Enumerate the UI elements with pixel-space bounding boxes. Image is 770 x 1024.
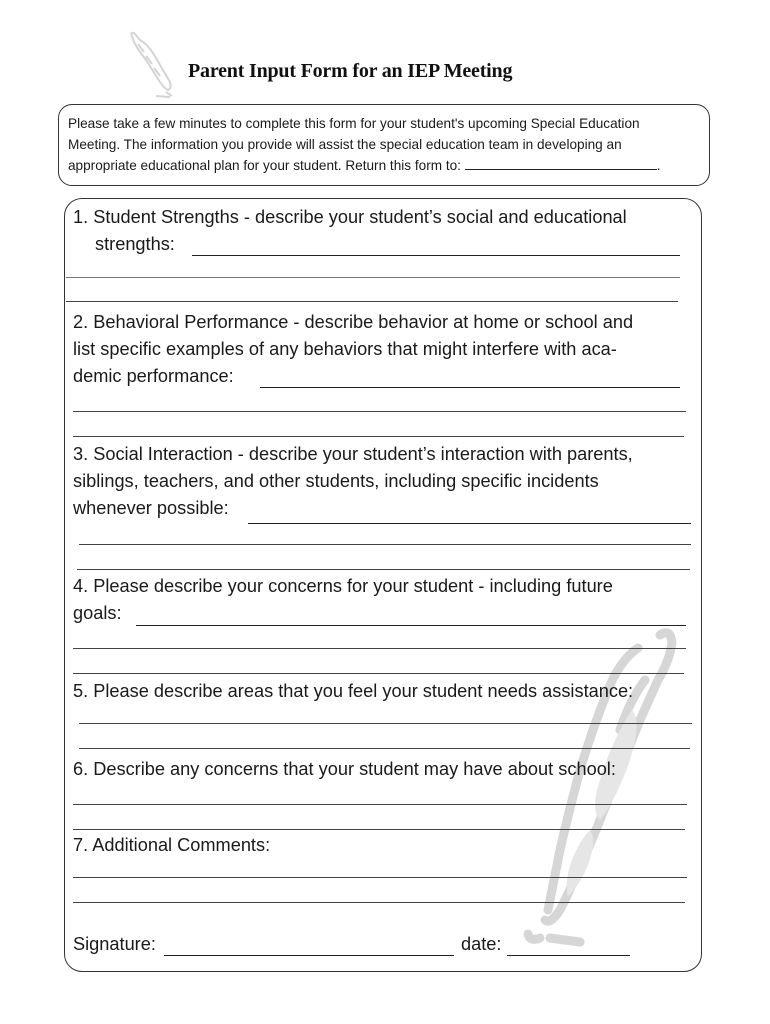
intro-line: Please take a few minutes to complete this form for your student's upcoming Special Education	[68, 116, 640, 131]
question-1-line: 1. Student Strengths - describe your student’s social and educational	[73, 207, 627, 227]
question-3-line: siblings, teachers, and other students, including specific incidents	[73, 471, 599, 491]
return-to-field[interactable]	[465, 155, 657, 170]
pen-watermark-icon	[520, 620, 695, 950]
question-6-answer-line[interactable]	[73, 829, 685, 830]
date-label: date:	[461, 934, 502, 954]
question-2-line: demic performance:	[73, 366, 234, 386]
signature-field[interactable]	[164, 955, 454, 956]
question-6-line: 6. Describe any concerns that your student may have about school:	[73, 759, 616, 779]
question-3-answer-line[interactable]	[77, 569, 690, 570]
question-4-answer-line[interactable]	[73, 648, 686, 649]
question-1-line: strengths:	[95, 234, 175, 254]
intro-line	[68, 155, 708, 177]
question-2-answer-line[interactable]	[260, 387, 680, 388]
question-5-answer-line[interactable]	[79, 723, 692, 724]
question-1-answer-line[interactable]	[66, 277, 680, 278]
question-7-answer-line[interactable]	[73, 902, 685, 903]
question-3-answer-line[interactable]	[248, 523, 691, 524]
intro-line-text: appropriate educational plan for your student. Return this form to:	[68, 158, 461, 173]
question-1-answer-line[interactable]	[66, 301, 678, 302]
page-title: Parent Input Form for an IEP Meeting	[188, 60, 513, 82]
question-4-answer-line[interactable]	[73, 673, 684, 674]
question-1-answer-line[interactable]	[192, 255, 680, 256]
question-2-answer-line[interactable]	[73, 411, 686, 412]
question-3-line: 3. Social Interaction - describe your student’s interaction with parents,	[73, 444, 633, 464]
question-4-line: goals:	[73, 603, 122, 623]
intro-text	[68, 114, 708, 177]
signature-label: Signature:	[73, 934, 156, 954]
question-7-answer-line[interactable]	[73, 877, 687, 878]
question-5-answer-line[interactable]	[79, 748, 690, 749]
intro-period: .	[656, 158, 661, 173]
question-5-line: 5. Please describe areas that you feel your student needs assistance:	[73, 681, 634, 701]
date-field[interactable]	[507, 955, 630, 956]
question-2-line: list specific examples of any behaviors that might interfere with aca-	[73, 339, 617, 359]
intro-line: Meeting. The information you provide will assist the special education team in developing an	[68, 136, 622, 152]
question-4-line: 4. Please describe your concerns for your student - including future	[73, 576, 613, 596]
question-3-line: whenever possible:	[73, 498, 229, 518]
question-2-answer-line[interactable]	[73, 436, 684, 437]
pen-icon	[126, 30, 182, 100]
question-6-answer-line[interactable]	[73, 804, 687, 805]
question-3-answer-line[interactable]	[79, 544, 691, 545]
question-7-line: 7. Additional Comments:	[73, 835, 271, 855]
question-4-answer-line[interactable]	[136, 625, 686, 626]
question-2-line: 2. Behavioral Performance - describe behavior at home or school and	[73, 312, 634, 332]
